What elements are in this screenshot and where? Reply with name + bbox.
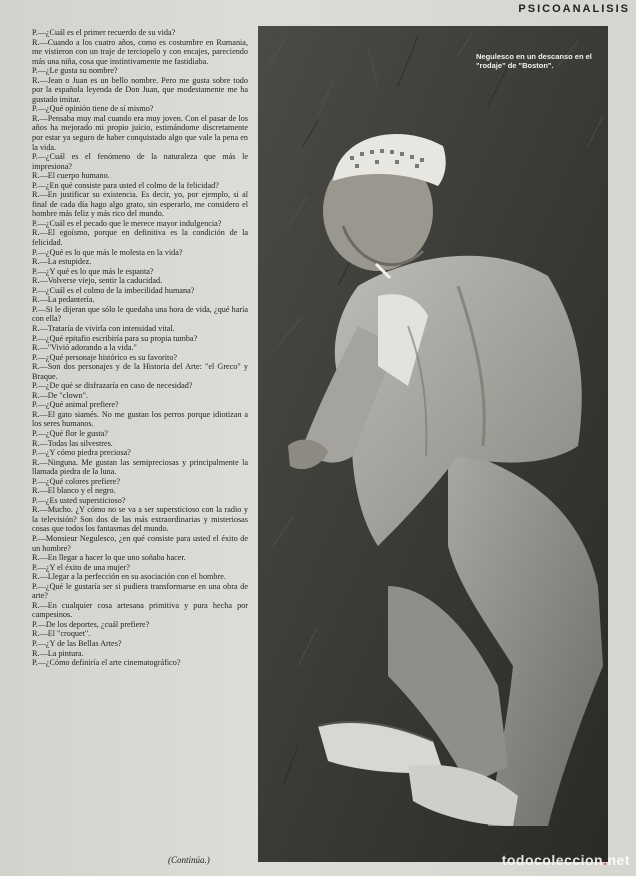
interview-line: P.—¿Y cómo piedra preciosa? <box>32 448 131 458</box>
interview-line: P.—¿De qué se disfrazaría en caso de necesidad? <box>32 381 193 391</box>
interview-line: R.—Trataría de vivirla con intensidad vital. <box>32 323 175 333</box>
interview-line: P.—¿Le gusta su nombre? <box>32 66 118 76</box>
interview-line: P.—¿Y de las Bellas Artes? <box>32 639 122 648</box>
interview-line: P.—¿Y el éxito de una mujer? <box>32 562 130 572</box>
interview-line: R.—El egoísmo, porque en definitiva es la condición de la felicidad. <box>32 228 248 248</box>
interview-line: R.—Todas las silvestres. <box>32 438 113 448</box>
interview-line: R.—En cualquier cosa artesana primitiva y pura hecha por campesinos. <box>32 600 248 620</box>
watermark-tld: net <box>607 852 630 868</box>
photo-caption <box>476 52 636 70</box>
watermark-brand: todocoleccion <box>501 852 604 868</box>
interview-line: R.—Mucho. ¿Y cómo no se va a ser supersticioso con la radio y la televisión? Son dos de las más extraordinarias y misteriosas cosas que todos los fantasmas del mundo. <box>32 505 248 534</box>
interview-line: R.—En justificar su existencia. Es decir, yo, por ejemplo, si al final de cada día hago algo grato, sin esperarlo, me considero el hombre más feliz y más rico del mundo. <box>32 190 248 219</box>
interview-line: P.—¿Y qué es lo que más le espanta? <box>32 266 154 276</box>
watermark <box>502 852 630 868</box>
interview-line: P.—¿Qué personaje histórico es su favorito? <box>32 352 178 362</box>
interview-text-column <box>32 28 248 866</box>
interview-line: R.—"Vivió adorando a la vida." <box>32 343 137 353</box>
interview-line: R.—Cuando a los cuatro años, como es costumbre en Rumania, me vistieron con un traje de terciopelo y con encajes, pareciendo más una niña, cosa que instintivamente me fastidiaba. <box>32 37 248 66</box>
interview-line: R.—Pensaba muy mal cuando era muy joven. Con el pasar de los años ha mejorado mi propio juicio, estimándome discretamente por estar ya seguro de haber conquistado algo que vale la pena en la vida. <box>32 113 248 152</box>
interview-line: P.—¿Cuál es el pecado que le merece mayor indulgencia? <box>32 218 222 228</box>
interview-line: P.—¿Cómo definiría el arte cinematográfico? <box>32 658 181 668</box>
interview-line: P.—Monsieur Negulesco, ¿en qué consiste para usted el éxito de un hombre? <box>32 533 248 553</box>
interview-line: R.—La pedantería. <box>32 295 95 305</box>
interview-line: P.—¿Qué animal prefiere? <box>32 400 119 410</box>
interview-line: P.—¿Qué opinión tiene de sí mismo? <box>32 104 154 114</box>
watermark-dot: . <box>603 852 608 868</box>
interview-line: P.—¿En qué consiste para usted el colmo de la felicidad? <box>32 180 219 190</box>
interview-line: P.—¿Cuál es el primer recuerdo de su vida? <box>32 28 176 37</box>
interview-line: R.—Ninguna. Me gustan las semipreciosas y principalmente la llamada piedra de la luna. <box>32 457 248 477</box>
interview-line: R.—La estupidez. <box>32 257 92 267</box>
interview-line: R.—Son dos personajes y de la Historia del Arte: "el Greco" y Braque. <box>32 362 248 381</box>
continued-note: (Continúa.) <box>168 855 210 865</box>
photo-illustration <box>258 26 608 862</box>
interview-line: P.—¿Qué le gustaría ser si pudiera transformarse en una obra de arte? <box>32 581 248 601</box>
photo-negulesco <box>258 26 608 862</box>
interview-line: R.—El "croquet". <box>32 629 91 639</box>
interview-line: P.—¿Qué colores prefiere? <box>32 476 120 486</box>
interview-line: R.—Llegar a la perfección en su asociación con el hombre. <box>32 572 226 582</box>
photo-caption-line-1: Negulesco en un descanso en el <box>476 52 592 61</box>
interview-line: R.—El blanco y el negro. <box>32 486 116 496</box>
photo-caption-line-2: "rodaje" de "Boston". <box>476 61 554 70</box>
interview-line: P.—Si le dijeran que sólo le quedaba una hora de vida, ¿qué haría con ella? <box>32 304 248 324</box>
interview-line: R.—Jean o Juan es un bello nombre. Pero me gusta sobre todo por la española leyenda de Don Juan, que modestamente me ha gustado imitar. <box>32 75 248 104</box>
interview-line: R.—La pintura. <box>32 648 84 658</box>
interview-line: R.—Volverse viejo, sentir la caducidad. <box>32 276 163 286</box>
interview-line: P.—¿Es usted supersticioso? <box>32 495 126 505</box>
interview-line: P.—De los deportes, ¿cuál prefiere? <box>32 619 150 629</box>
interview-line: R.—De "clown". <box>32 390 89 400</box>
interview-line: P.—¿Qué epitafio escribiría para su propia tumba? <box>32 333 198 343</box>
interview-line: P.—¿Qué es lo que más le molesta en la vida? <box>32 247 183 257</box>
interview-line: R.—En llegar a hacer lo que uno soñaba hacer. <box>32 553 186 563</box>
interview-line: P.—¿Cuál es el fenómeno de la naturaleza que más le impresiona? <box>32 152 248 171</box>
interview-line: R.—El cuerpo humano. <box>32 171 110 181</box>
section-header: PSICOANALISIS <box>518 3 630 15</box>
interview-line: P.—¿Cuál es el colmo de la imbecilidad humana? <box>32 285 195 295</box>
interview-line: R.—El gato siamés. No me gustan los perros porque idiotizan a los seres humanos. <box>32 409 248 429</box>
interview-line: P.—¿Qué flor le gusta? <box>32 428 108 438</box>
